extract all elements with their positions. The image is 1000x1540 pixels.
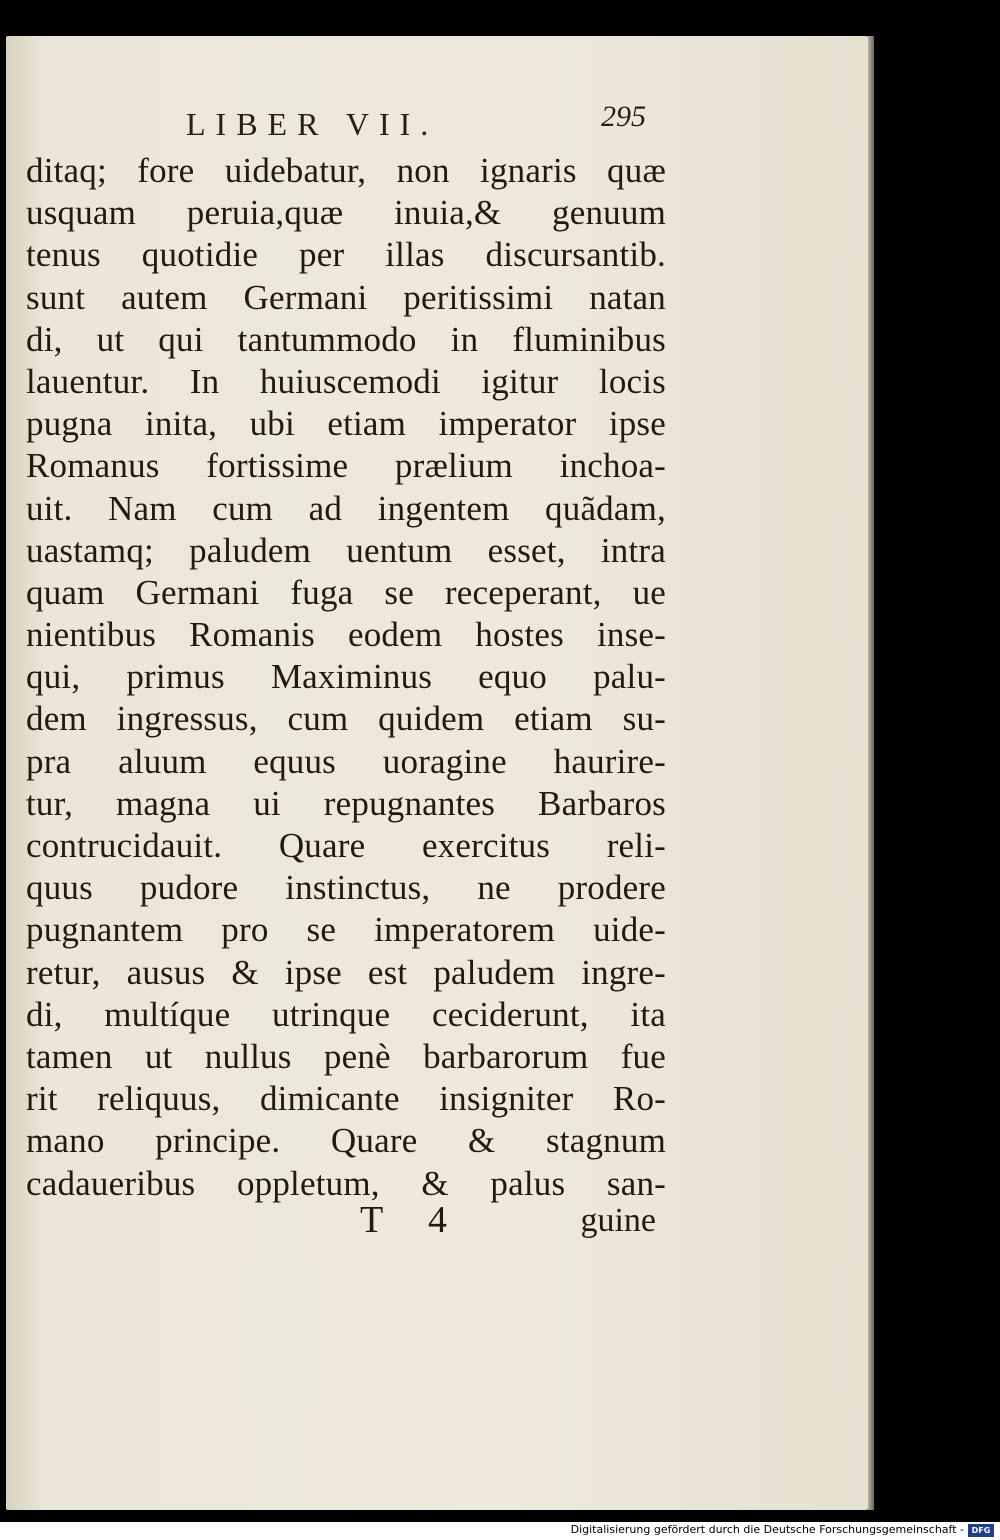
page-number: 295 xyxy=(601,100,646,133)
text-line: mano principe. Quare & stagnum xyxy=(26,1121,666,1161)
text-line: tenus quotidie per illas discursantib. xyxy=(26,235,666,275)
text-line: Romanus fortissime prælium inchoa- xyxy=(26,446,666,486)
catchword: guine xyxy=(580,1202,656,1239)
text-line: tur, magna ui repugnantes Barbaros xyxy=(26,783,666,823)
digitization-footer xyxy=(0,1522,1000,1540)
body-text xyxy=(26,150,666,1205)
dfg-logo: DFG xyxy=(968,1524,994,1537)
text-line: ditaq; fore uidebatur, non ignaris quæ xyxy=(26,151,666,190)
text-line: pugna inita, ubi etiam imperator ipse xyxy=(26,404,666,444)
text-line: pra aluum equus uoragine haurire- xyxy=(26,741,666,781)
text-line: retur, ausus & ipse est paludem ingre- xyxy=(26,952,666,992)
text-line: sunt autem Germani peritissimi natan xyxy=(26,277,666,317)
text-line: di, multíque utrinque ceciderunt, ita xyxy=(26,994,666,1034)
text-line: pugnantem pro se imperatorem uide- xyxy=(26,910,666,950)
text-line: rit reliquus, dimicante insigniter Ro- xyxy=(26,1079,666,1119)
text-line: qui, primus Maximinus equo palu- xyxy=(26,657,666,697)
text-line: di, ut qui tantummodo in fluminibus xyxy=(26,319,666,359)
text-line: contrucidauit. Quare exercitus reli- xyxy=(26,826,666,865)
text-line: usquam peruia,quæ inuia,& genuum xyxy=(26,193,666,233)
text-line: nientibus Romanis eodem hostes inse- xyxy=(26,615,666,655)
funding-credit: Digitalisierung gefördert durch die Deutsche Forschungsgemeinschaft - xyxy=(570,1523,964,1536)
page-fore-edge xyxy=(868,36,874,1510)
text-line: uastamq; paludem uentum esset, intra xyxy=(26,530,666,570)
text-line: quam Germani fuga se receperant, ue xyxy=(26,572,666,612)
page-header xyxy=(186,100,646,146)
text-line: uit. Nam cum ad ingentem quãdam, xyxy=(26,488,666,528)
text-line: cadaueribus oppletum, & palus san- xyxy=(26,1163,666,1203)
text-line: dem ingressus, cum quidem etiam su- xyxy=(26,699,666,739)
signature-line xyxy=(360,1198,660,1248)
text-line: tamen ut nullus penè barbarorum fue xyxy=(26,1036,666,1076)
text-line: lauentur. In huiuscemodi igitur locis xyxy=(26,361,666,401)
text-line: quus pudore instinctus, ne prodere xyxy=(26,868,666,908)
running-title: LIBER VII. xyxy=(186,106,439,142)
signature-mark: T 4 xyxy=(360,1199,466,1241)
